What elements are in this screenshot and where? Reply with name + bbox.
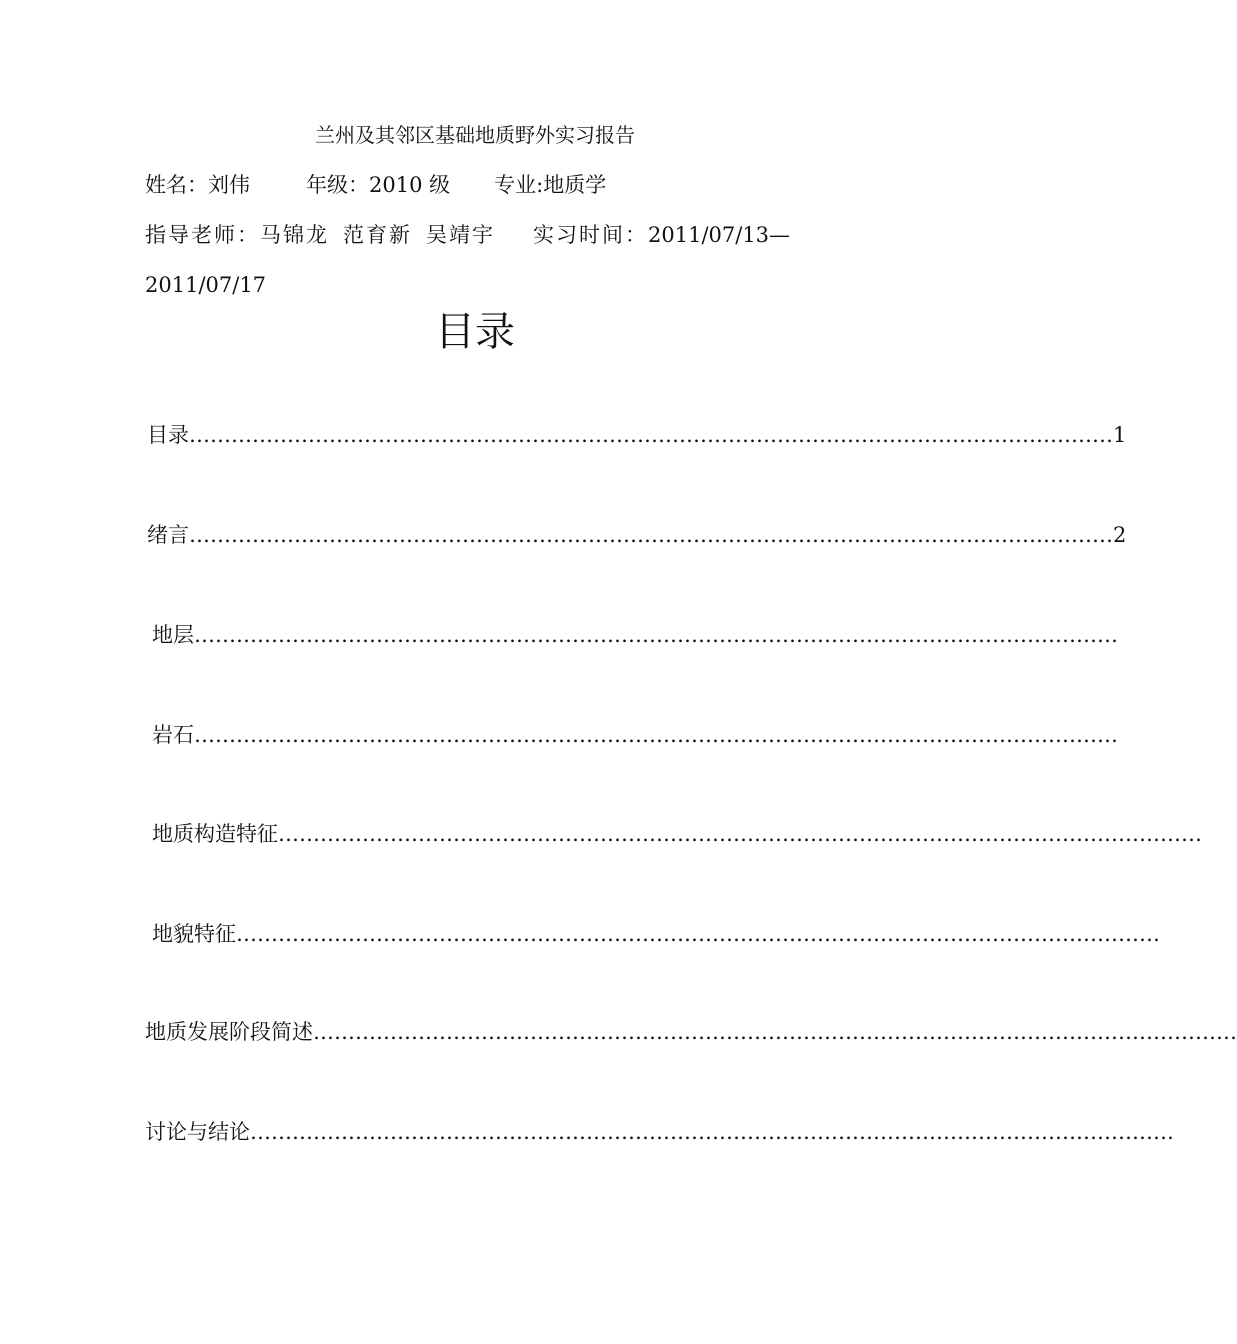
- toc-entry-label: 讨论与结论: [145, 1120, 250, 1144]
- dot-leader: ……………………………………………………………………………………………………………………: [194, 723, 1118, 747]
- period-label: 实习时间：: [533, 223, 648, 247]
- dot-leader: ……………………………………………………………………………………………………………………: [194, 623, 1118, 647]
- advisor-name: 吴靖宇: [426, 223, 495, 247]
- toc-entry-label: 地层: [152, 623, 194, 647]
- period-end: 2011/07/17: [145, 273, 267, 297]
- dot-leader: ……………………………………………………………………………………………………………………: [189, 523, 1113, 547]
- student-name: 姓名：刘伟: [145, 173, 250, 197]
- dot-leader: ……………………………………………………………………………………………………………………: [313, 1020, 1237, 1044]
- student-major: 专业:地质学: [494, 173, 607, 197]
- advisor-info-line: [145, 222, 790, 248]
- toc-entry-page: 1: [1113, 423, 1127, 447]
- student-grade: 年级：2010 级: [306, 173, 451, 197]
- dot-leader: ……………………………………………………………………………………………………………………: [236, 922, 1160, 946]
- advisor-name: 范育新: [343, 223, 412, 247]
- toc-entry-page: 2: [1113, 523, 1127, 547]
- toc-entry-label: 绪言: [147, 523, 189, 547]
- toc-entry-label: 岩石: [152, 723, 194, 747]
- toc-entry[interactable]: [152, 819, 1202, 849]
- toc-entry-label: 地貌特征: [152, 922, 236, 946]
- advisors-label: 指导老师：: [145, 223, 260, 247]
- toc-heading: 目录: [435, 309, 515, 355]
- toc-entry[interactable]: [145, 1117, 1174, 1147]
- toc-entry-label: 目录: [147, 423, 189, 447]
- toc-entry-label: 地质构造特征: [152, 822, 278, 846]
- toc-entry[interactable]: [145, 1017, 1237, 1047]
- dot-leader: ……………………………………………………………………………………………………………………: [189, 423, 1113, 447]
- student-info-line: [145, 172, 606, 198]
- report-title: 兰州及其邻区基础地质野外实习报告: [315, 123, 635, 147]
- period-start: 2011/07/13—: [648, 223, 791, 247]
- toc-entry[interactable]: [152, 919, 1160, 949]
- dot-leader: ……………………………………………………………………………………………………………………: [278, 822, 1202, 846]
- toc-entry[interactable]: [152, 620, 1118, 650]
- toc-entry[interactable]: [147, 420, 1127, 450]
- toc-entry[interactable]: [152, 720, 1118, 750]
- advisor-name: 马锦龙: [260, 223, 329, 247]
- toc-entry-label: 地质发展阶段简述: [145, 1020, 313, 1044]
- dot-leader: ……………………………………………………………………………………………………………………: [250, 1120, 1174, 1144]
- toc-entry[interactable]: [147, 520, 1127, 550]
